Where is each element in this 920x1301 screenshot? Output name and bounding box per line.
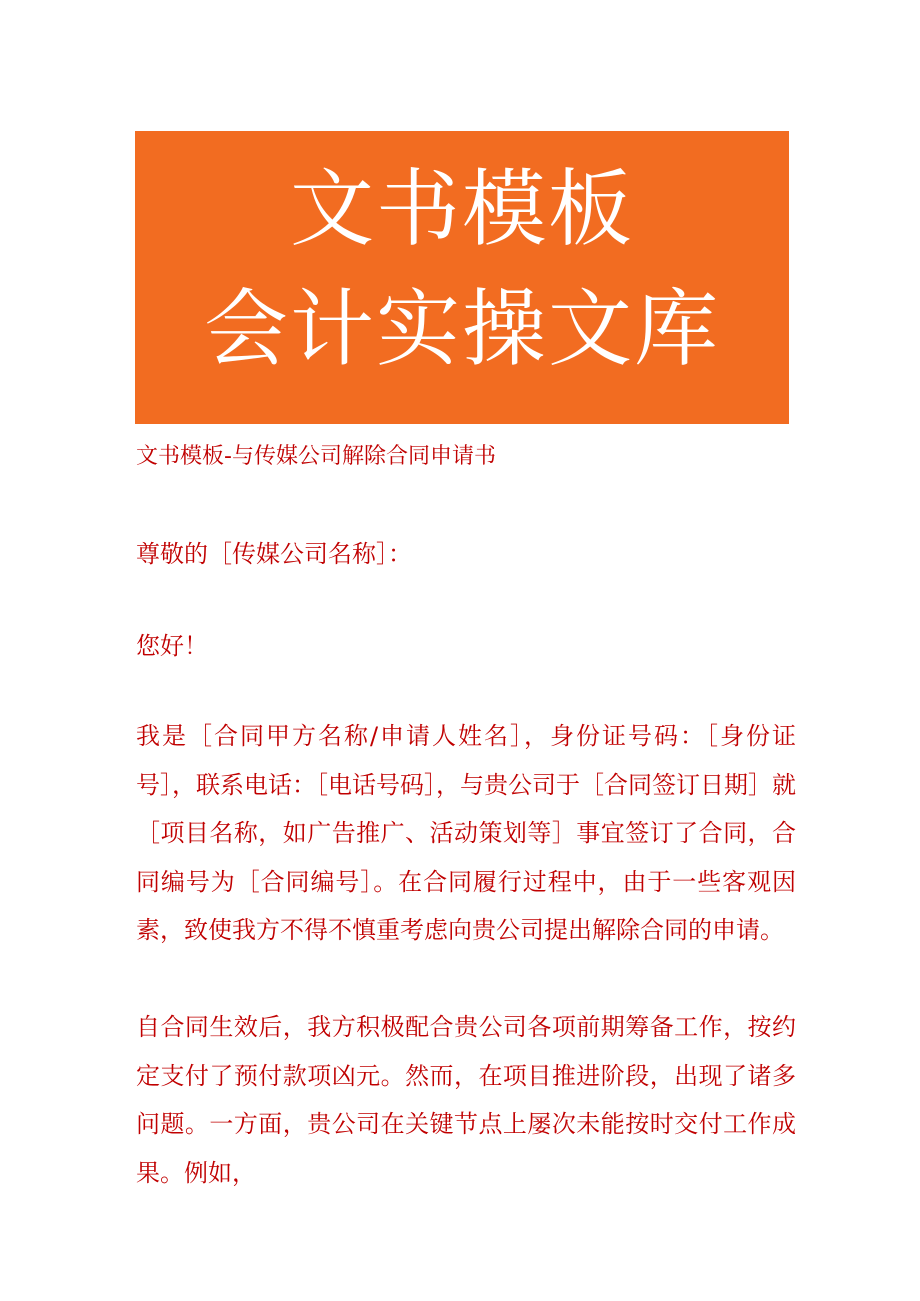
cover-banner	[135, 131, 789, 424]
body-paragraph-1: 我是［合同甲方名称/申请人姓名］，身份证号码：［身份证号］，联系电话：［电话号码］，与贵公司于［合同签订日期］就［项目名称，如广告推广、活动策划等］事宜签订了合同，合同编号为［合同编号］。在合同履行过程中，由于一些客观因素，致使我方不得不慎重考虑向贵公司提出解除合同的申请。	[136, 722, 796, 944]
banner-title-line-2: 会计实操文库	[203, 280, 720, 378]
salutation: 尊敬的［传媒公司名称］：	[136, 540, 412, 568]
banner-title-line-1: 文书模板	[289, 160, 634, 258]
document-title: 文书模板-与传媒公司解除合同申请书	[136, 444, 496, 469]
body-paragraph-2: 自合同生效后，我方积极配合贵公司各项前期筹备工作，按约定支付了预付款项凶元。然而，在项目推进阶段，出现了诸多问题。一方面，贵公司在关键节点上屡次未能按时交付工作成果。例如，	[136, 1013, 796, 1187]
greeting: 您好！	[136, 632, 208, 660]
